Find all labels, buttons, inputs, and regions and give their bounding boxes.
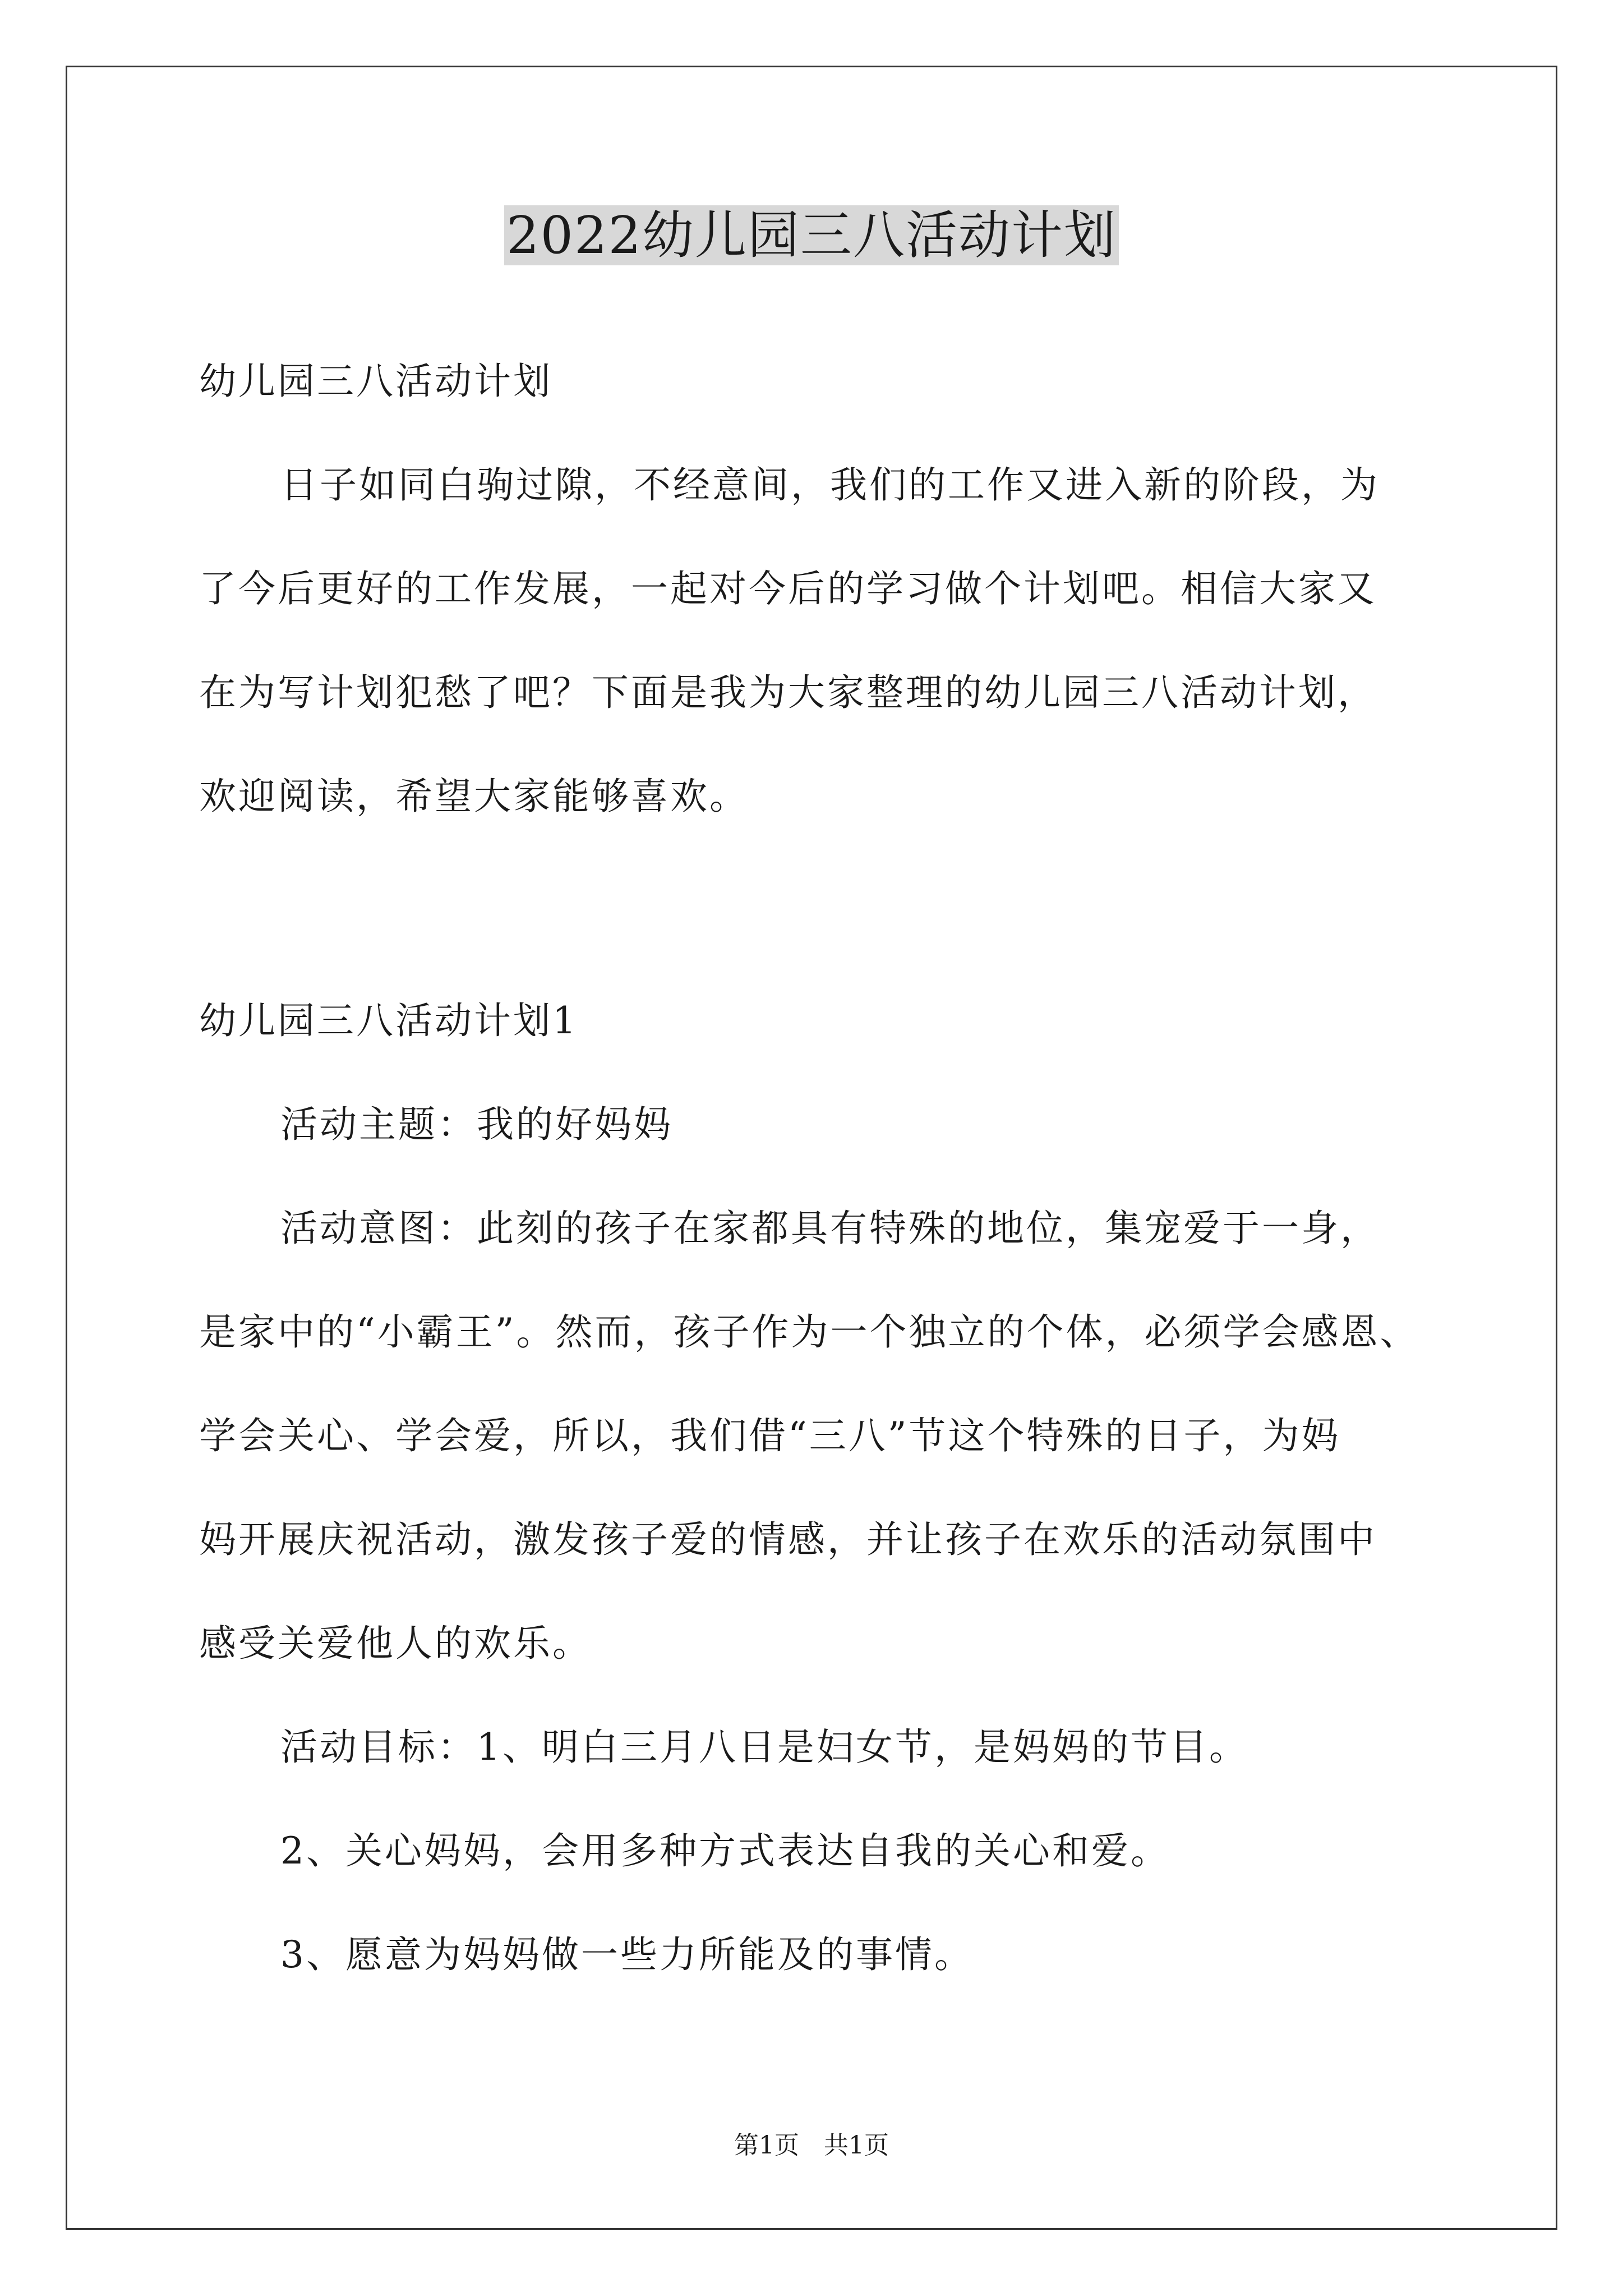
document-title-text: 2022幼儿园三八活动计划	[504, 205, 1119, 265]
paragraph-line: 日子如同白驹过隙，不经意间，我们的工作又进入新的阶段，为	[280, 463, 1380, 507]
paragraph-line: 了今后更好的工作发展，一起对今后的学习做个计划吧。相信大家又	[199, 567, 1377, 610]
page-footer: 第1页 共1页	[734, 2131, 889, 2160]
subtitle-line: 幼儿园三八活动计划	[199, 360, 552, 403]
section-heading: 幼儿园三八活动计划1	[199, 999, 578, 1042]
paragraph-line: 欢迎阅读，希望大家能够喜欢。	[199, 775, 749, 818]
document-title	[0, 199, 1623, 272]
paragraph-line: 妈开展庆祝活动，激发孩子爱的情感，并让孩子在欢乐的活动氛围中	[199, 1518, 1377, 1561]
paragraph-line: 学会关心、学会爱，所以，我们借“三八”节这个特殊的日子，为妈	[199, 1414, 1341, 1457]
paragraph-line: 在为写计划犯愁了吧？下面是我为大家整理的幼儿园三八活动计划，	[199, 671, 1377, 714]
paragraph-line: 活动意图：此刻的孩子在家都具有特殊的地位，集宠爱于一身，	[280, 1207, 1380, 1250]
paragraph-line: 活动目标：1、明白三月八日是妇女节，是妈妈的节目。	[280, 1726, 1248, 1769]
paragraph-line: 感受关爱他人的欢乐。	[199, 1622, 592, 1665]
paragraph-line: 是家中的“小霸王”。然而，孩子作为一个独立的个体，必须学会感恩、	[199, 1310, 1419, 1354]
paragraph-line: 活动主题：我的好妈妈	[280, 1103, 673, 1146]
paragraph-line: 3、愿意为妈妈做一些力所能及的事情。	[280, 1933, 974, 1976]
paragraph-line: 2、关心妈妈，会用多种方式表达自我的关心和爱。	[280, 1829, 1170, 1872]
